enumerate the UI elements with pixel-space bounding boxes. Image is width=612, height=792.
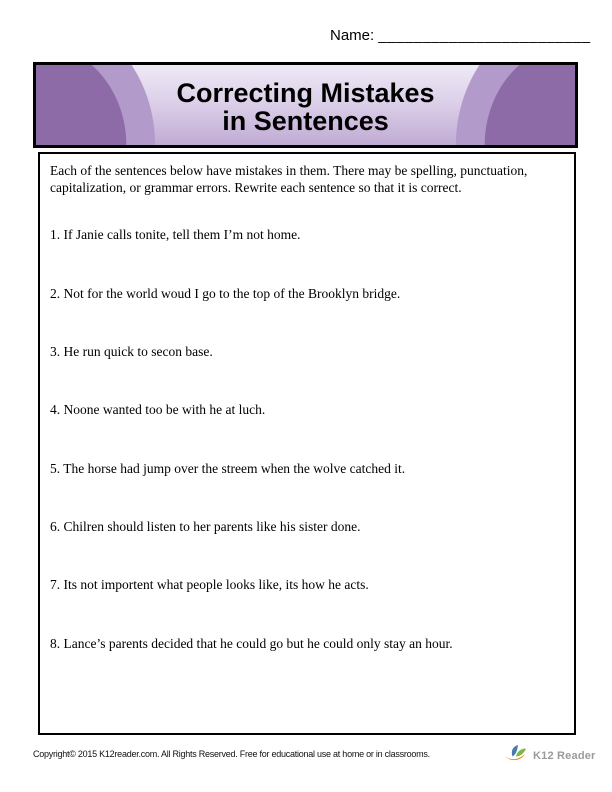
worksheet-content-box <box>38 152 576 735</box>
sentence-1: 1. If Janie calls tonite, tell them I’m not home. <box>50 227 301 242</box>
name-label: Name: <box>330 27 375 44</box>
name-row <box>330 27 591 44</box>
sentence-5: 5. The horse had jump over the streem when the wolve catched it. <box>50 461 406 476</box>
footer-copyright: Copyright© 2015 K12reader.com. All Rights Reserved. Free for educational use at home or in classrooms. <box>33 749 430 759</box>
page-title-line2: in Sentences <box>222 106 389 136</box>
k12reader-logo <box>504 744 596 767</box>
instructions-line2: capitalization, or grammar errors. Rewrite each sentence so that it is correct. <box>50 180 462 195</box>
title-banner <box>33 62 578 148</box>
sentence-4: 4. Noone wanted too be with he at luch. <box>50 402 266 417</box>
sentence-6: 6. Chilren should listen to her parents like his sister done. <box>50 519 361 534</box>
name-blank-line: ________________________ <box>378 27 591 44</box>
instructions-line1: Each of the sentences below have mistakes in them. There may be spelling, punctuation, <box>50 163 528 178</box>
sentence-3: 3. He run quick to secon base. <box>50 344 213 359</box>
page-title-line1: Correcting Mistakes <box>176 78 435 108</box>
k12reader-leaf-icon <box>504 744 530 767</box>
sentence-8: 8. Lance’s parents decided that he could go but he could only stay an hour. <box>50 636 453 651</box>
instructions <box>50 162 566 196</box>
k12reader-logo-text: K12 Reader <box>533 749 596 762</box>
sentence-7: 7. Its not importent what people looks like, its how he acts. <box>50 577 369 592</box>
sentence-2: 2. Not for the world woud I go to the top of the Brooklyn bridge. <box>50 286 401 301</box>
